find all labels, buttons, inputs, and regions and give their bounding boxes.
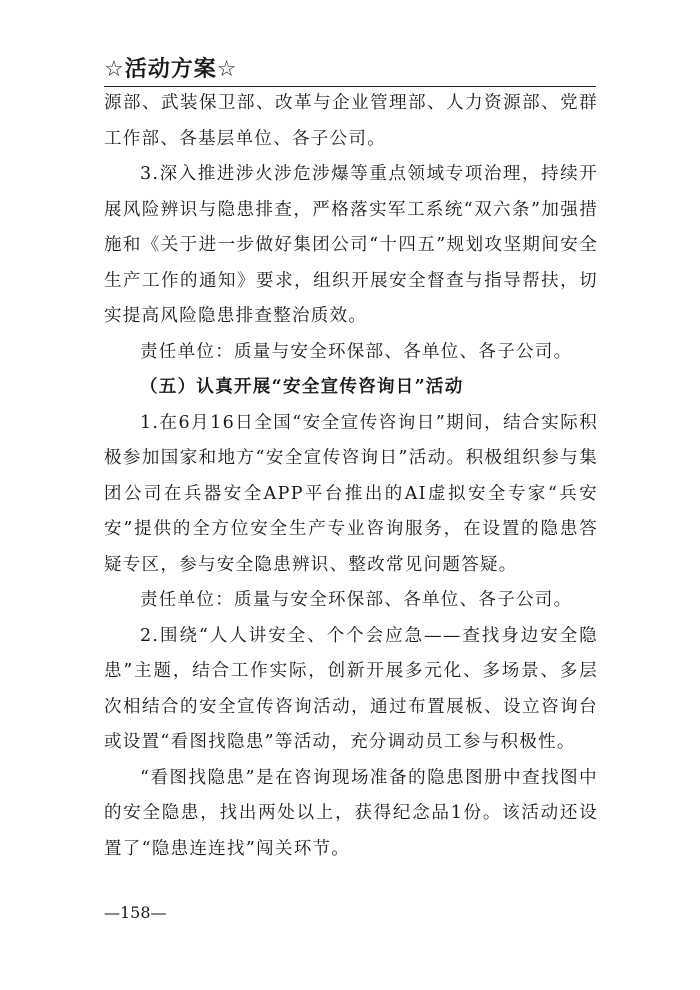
paragraph-responsible-units-2: 责任单位：质量与安全环保部、各单位、各子公司。 — [140, 590, 573, 610]
page-number: —158— — [104, 903, 167, 922]
section-heading-5: （五）认真开展“安全宣传咨询日”活动 — [140, 377, 464, 397]
paragraph-find-hazards: “看图找隐患”是在咨询现场准备的隐患图册中查找图中的安全隐患，找出两处以上，获得纪念品1份。该活动还设置了“隐患连连找”闯关环节。 — [104, 767, 598, 859]
paragraph-responsible-units-1: 责任单位：质量与安全环保部、各单位、各子公司。 — [140, 341, 573, 362]
document-body — [104, 86, 598, 867]
paragraph-continued-units: 源部、武装保卫部、改革与企业管理部、人力资源部、党群工作部、各基层单位、各子公司。 — [104, 93, 598, 149]
paragraph-item-2: 2.围绕“人人讲安全、个个会应急——查找身边安全隐患”主题，结合工作实际，创新开展多元化、多场景、多层次相结合的安全宣传咨询活动，通过布置展板、设立咨询台或设置“看图找隐患”等活动，充分调动员工参与积极性。 — [104, 625, 598, 752]
page-header — [104, 56, 596, 84]
paragraph-item-1: 1.在6月16日全国“安全宣传咨询日”期间，结合实际积极参加国家和地方“安全宣传咨询日”活动。积极组织参与集团公司在兵器安全APP平台推出的AI虚拟安全专家“兵安安”提供的全方位安全生产专业咨询服务，在设置的隐患答疑专区，参与安全隐患辨识、整改常见问题答疑。 — [104, 412, 598, 575]
header-title: ☆活动方案☆ — [104, 57, 238, 82]
paragraph-item-3: 3.深入推进涉火涉危涉爆等重点领域专项治理，持续开展风险辨识与隐患排查，严格落实军工系统“双六条”加强措施和《关于进一步做好集团公司“十四五”规划攻坚期间安全生产工作的通知》要求，组织开展安全督查与指导帮扶，切实提高风险隐患排查整治质效。 — [104, 164, 598, 326]
